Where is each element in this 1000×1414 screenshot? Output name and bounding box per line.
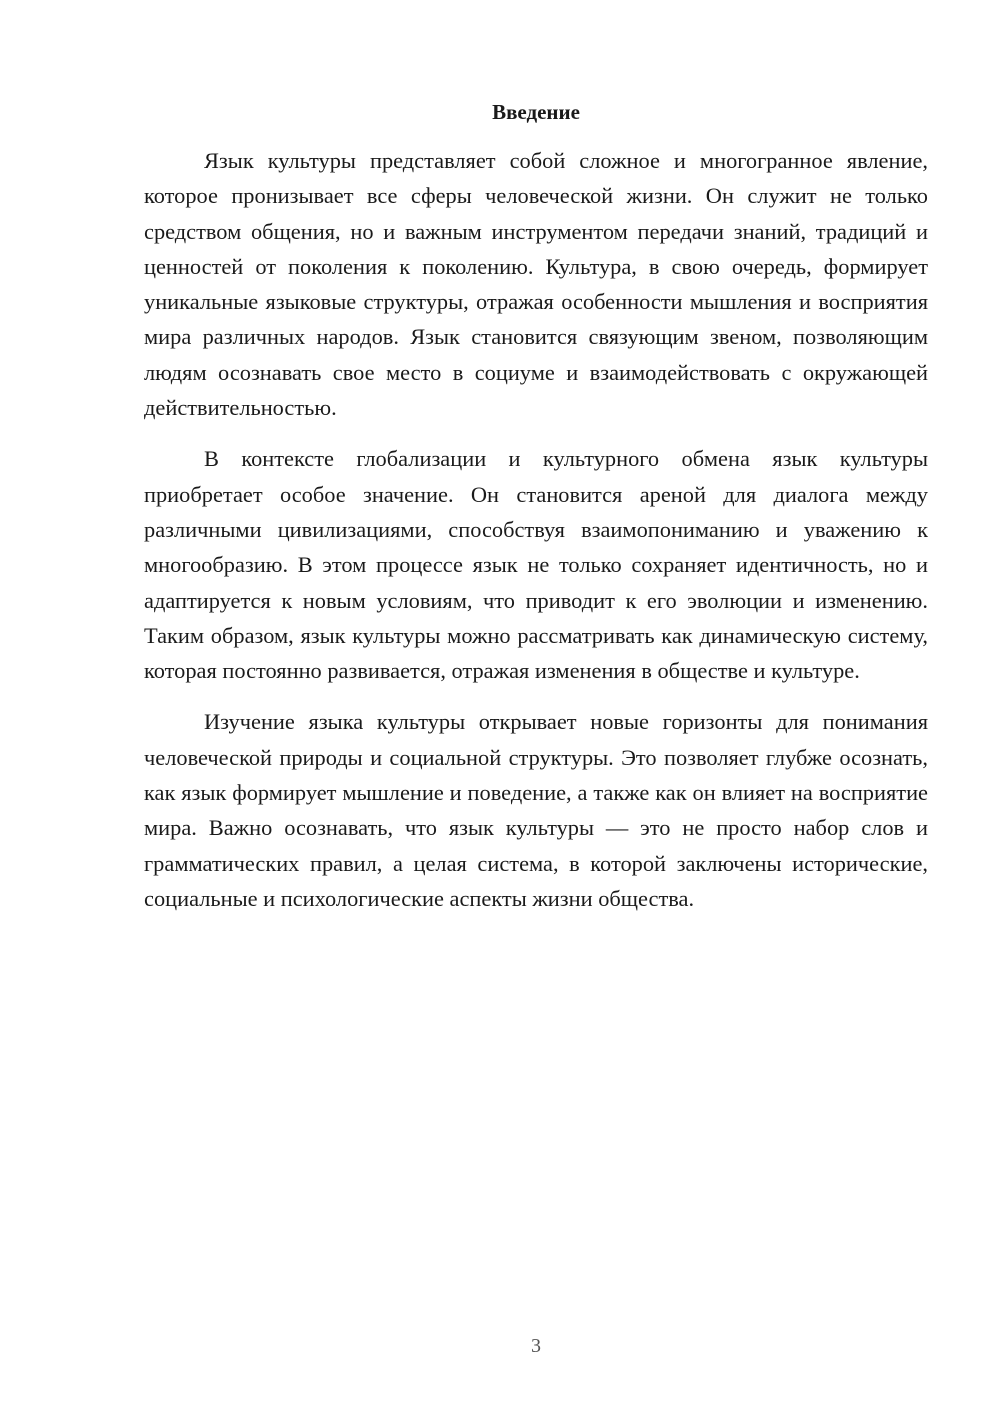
paragraph-1: Язык культуры представляет собой сложное и многогранное явление, которое пронизывает все сферы человеческой жизни. Он служит не только средством общения, но и важным инструментом передачи знаний, традиций и ценностей от поколения к поколению. Культура, в свою очередь, формирует уникальные языковые структуры, отражая особенности мышления и восприятия мира различных народов. Язык становится связующим звеном, позволяющим людям осознавать свое место в социуме и взаимодействовать с окружающей действительностью. xyxy=(144,148,928,421)
document-body xyxy=(144,143,928,932)
page-title: Введение xyxy=(492,100,580,124)
paragraph-2: В контексте глобализации и культурного обмена язык культуры приобретает особое значение. Он становится ареной для диалога между различными цивилизациями, способствуя взаимопониманию и уважению к многообразию. В этом процессе язык не только сохраняет идентичность, но и адаптируется к новым условиям, что приводит к его эволюции и изменению. Таким образом, язык культуры можно рассматривать как динамическую систему, которая постоянно развивается, отражая изменения в обществе и культуре. xyxy=(144,446,928,684)
page-number: 3 xyxy=(531,1335,541,1357)
paragraph-3: Изучение языка культуры открывает новые горизонты для понимания человеческой природы и социальной структуры. Это позволяет глубже осознать, как язык формирует мышление и поведение, а также как он влияет на восприятие мира. Важно осознавать, что язык культуры — это не просто набор слов и грамматических правил, а целая система, в которой заключены исторические, социальные и психологические аспекты жизни общества. xyxy=(144,709,928,911)
